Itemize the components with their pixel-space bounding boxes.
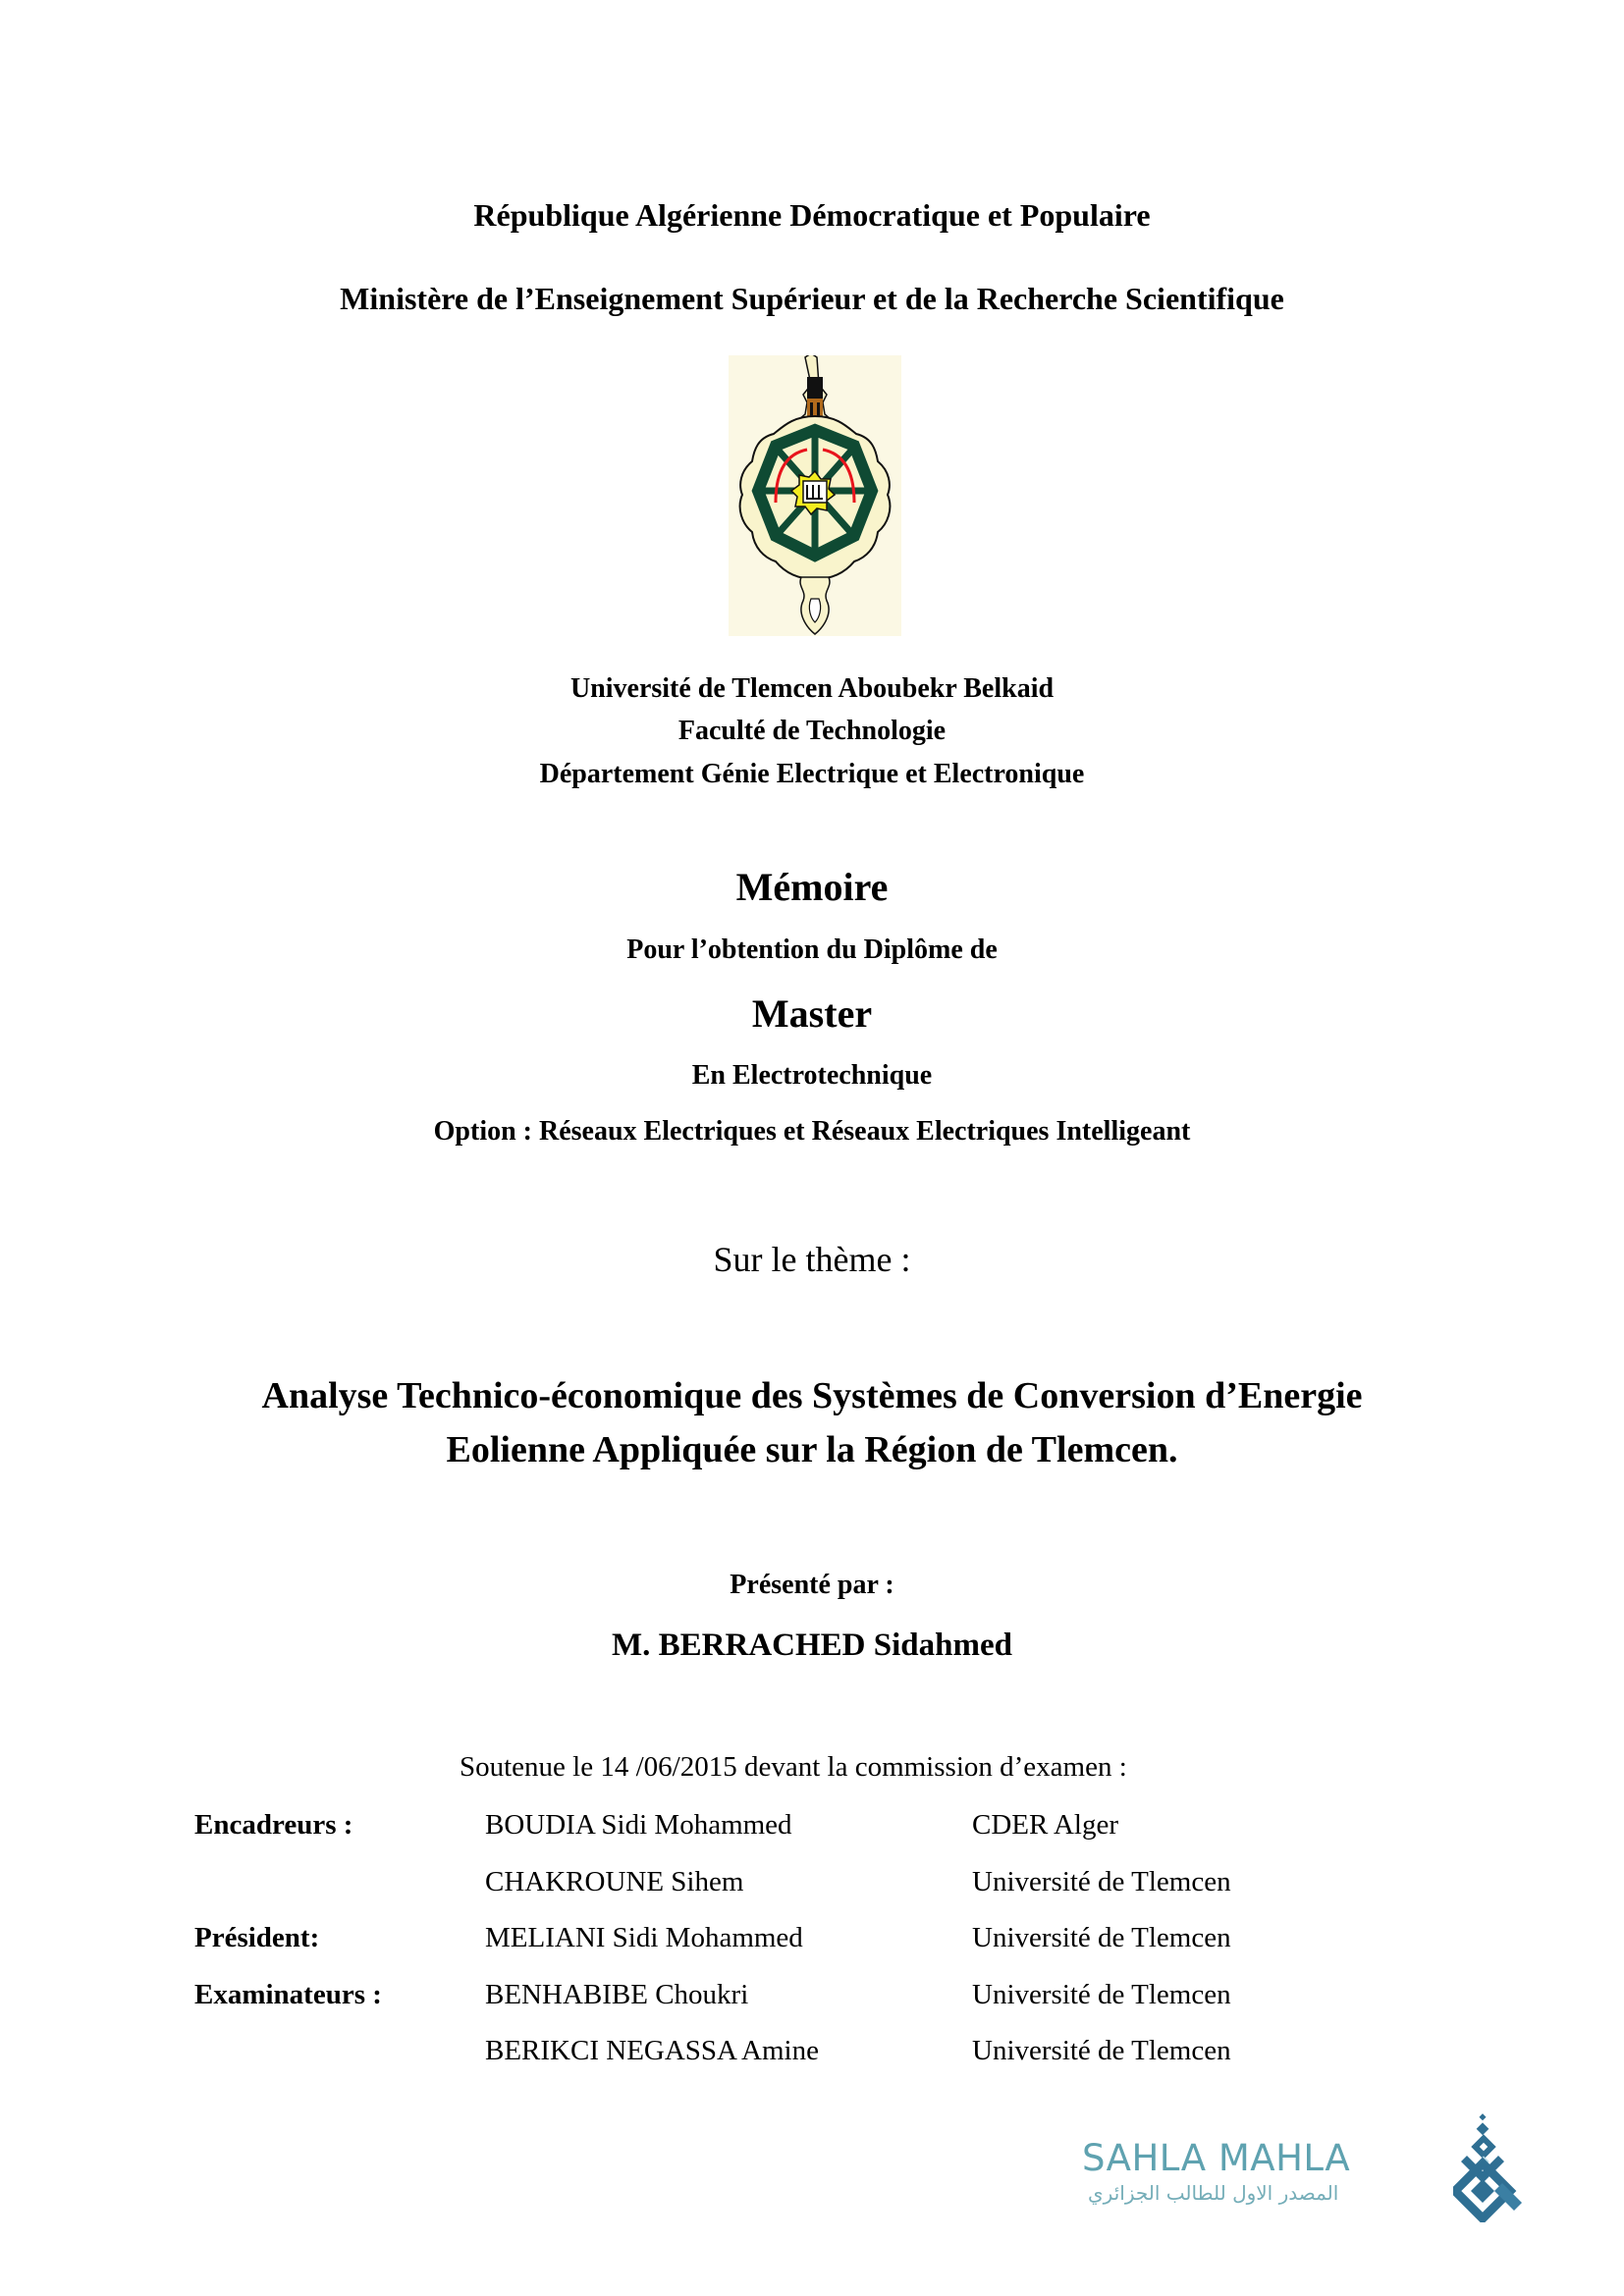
presented-by-label: Présenté par : [730, 1570, 894, 1600]
jury-role: Président: [194, 1922, 320, 1953]
jury-institution: Université de Tlemcen [972, 2035, 1231, 2066]
watermark-brand: SAHLA MAHLA [1082, 2137, 1351, 2179]
jury-row [0, 1979, 1624, 2012]
jury-name: MELIANI Sidi Mohammed [485, 1922, 803, 1953]
jury-name: BERIKCI NEGASSA Amine [485, 2035, 819, 2066]
jury-row [0, 1866, 1624, 1899]
jury-name: BOUDIA Sidi Mohammed [485, 1809, 792, 1841]
thesis-title-line2: Eolienne Appliquée sur la Région de Tlemcen. [446, 1429, 1178, 1470]
document-type: Mémoire [735, 865, 889, 909]
jury-institution: CDER Alger [972, 1809, 1119, 1841]
jury-role: Examinateurs : [194, 1979, 382, 2010]
thesis-title-line1: Analyse Technico-économique des Systèmes de Conversion d’Energie [261, 1375, 1363, 1416]
university-name: Université de Tlemcen Aboubekr Belkaid [569, 673, 1055, 704]
ministry-heading: Ministère de l’Enseignement Supérieur et de la Recherche Scientifique [340, 281, 1284, 316]
sahla-mahla-watermark [1080, 2112, 1542, 2225]
jury-row [0, 1922, 1624, 1955]
jury-name: BENHABIBE Choukri [485, 1979, 749, 2010]
author-name: M. BERRACHED Sidahmed [612, 1628, 1012, 1663]
degree-option: Option : Réseaux Electriques et Réseaux Electriques Intelligeant [433, 1116, 1191, 1147]
jury-institution: Université de Tlemcen [972, 1866, 1231, 1897]
jury-row [0, 1809, 1624, 1842]
sahla-mahla-logo-icon [1453, 2112, 1538, 2222]
university-emblem-icon [729, 355, 901, 636]
jury-role: Encadreurs : [194, 1809, 353, 1841]
watermark-tagline: المصدر الاول للطالب الجزائري [1088, 2181, 1339, 2205]
defense-statement: Soutenue le 14 /06/2015 devant la commission d’examen : [460, 1751, 1127, 1783]
jury-institution: Université de Tlemcen [972, 1922, 1231, 1953]
degree-level: Master [751, 991, 873, 1036]
faculty-name: Faculté de Technologie [677, 716, 947, 746]
theme-intro: Sur le thème : [713, 1240, 911, 1279]
degree-purpose: Pour l’obtention du Diplôme de [626, 934, 998, 965]
republic-heading: République Algérienne Démocratique et Populaire [473, 197, 1151, 233]
jury-row [0, 2035, 1624, 2068]
jury-name: CHAKROUNE Sihem [485, 1866, 744, 1897]
department-name: Département Génie Electrique et Electronique [539, 759, 1085, 789]
degree-field: En Electrotechnique [691, 1060, 933, 1091]
jury-institution: Université de Tlemcen [972, 1979, 1231, 2010]
